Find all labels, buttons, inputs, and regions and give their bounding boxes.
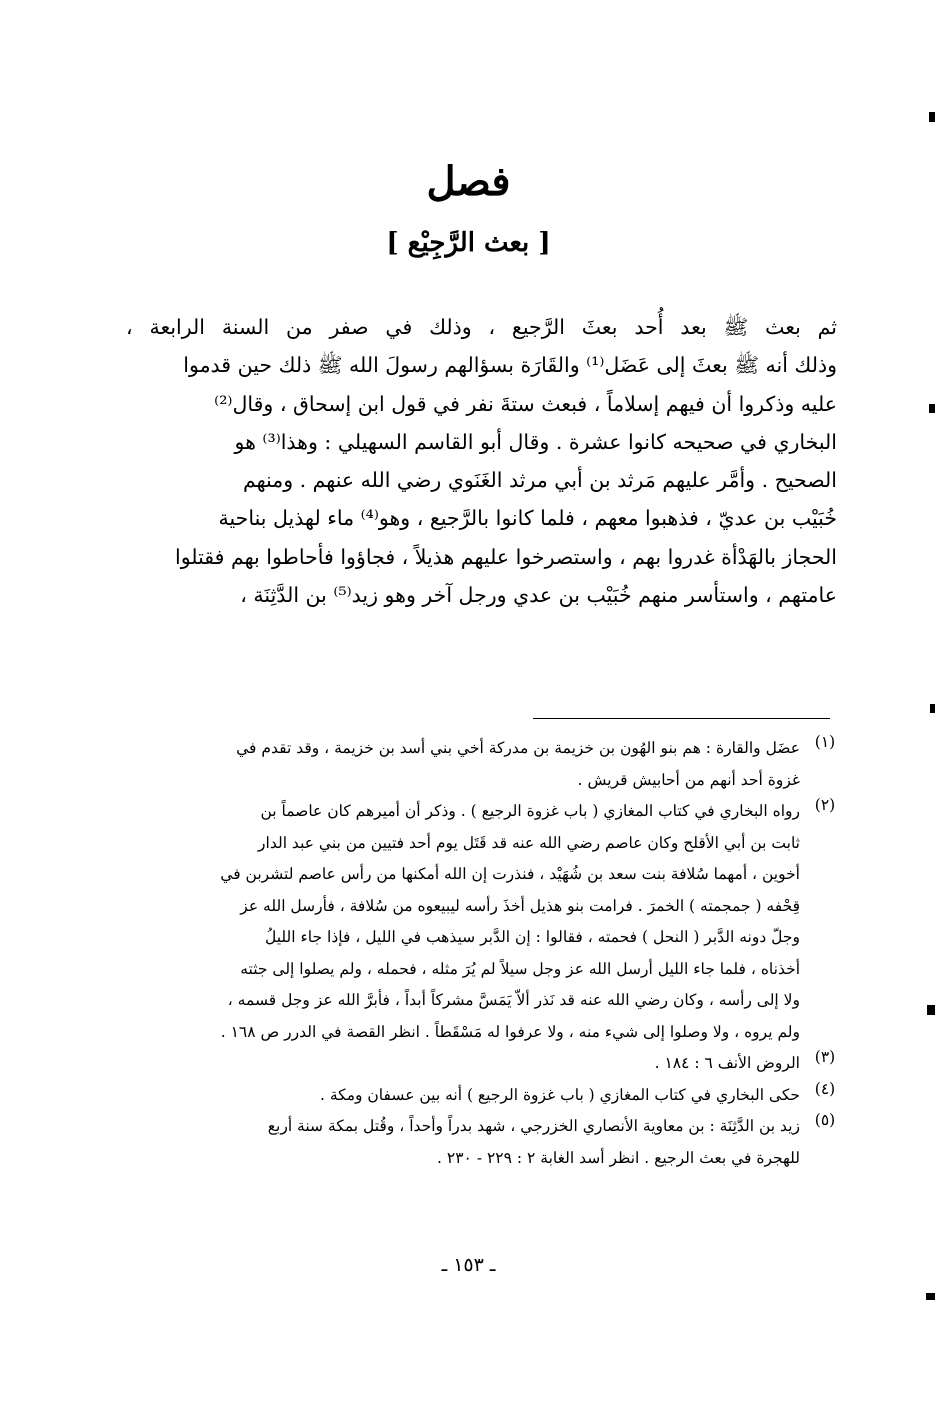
- footnote-line: زيد بن الدَّثِنَة : بن معاوية الأنصاري الخزرجي ، شهد بدراً وأحداً ، وقُتل بمكة سنة أربع: [267, 1117, 800, 1135]
- text-line: ثم بعث ﷺ بعد أُحد بعثَ الرَّجيع ، وذلك في صفر من السنة الرابعة ،: [126, 315, 837, 339]
- footnote-number: (٢): [814, 796, 836, 814]
- footnote-number: (٤): [814, 1079, 836, 1098]
- footnote-line: أخذناه ، فلما جاء الليل أرسل الله عز وجل سيلاً لم يُرَ مثله ، فحمله ، ولم يصلوا إلى جثته: [240, 959, 800, 978]
- footnote-line: عضَل والقارة : هم بنو الهُون بن خزيمة بن مدركة أخي بني أسد بن خزيمة ، وقد تقدم في: [236, 739, 800, 757]
- footnote-line: غزوة أحد أنهم من أحابيش قريش .: [577, 770, 800, 789]
- footnote-number: (٥): [814, 1111, 836, 1129]
- footnote: [120, 1080, 844, 1112]
- footnote: [120, 796, 844, 1048]
- footnote-divider: [533, 718, 830, 719]
- footnote: [120, 733, 844, 796]
- footnote-line: ولا إلى رأسه ، وكان رضي الله عنه قد نَذر ألاّ يَمَسَّ مشركاً أبداً ، فأبرَّ الله عز وجل قسمه ،: [227, 991, 800, 1009]
- footnote-number: (٣): [814, 1048, 836, 1066]
- footnote-line: قِحْفه ( جمجمته ) الخمرَ . فرامت بنو هذيل أخذَ رأسه ليبيعوه من سُلافة ، فأرسل الله عز: [240, 896, 800, 915]
- scan-edge-mark: [929, 112, 935, 122]
- footnote-line: الروض الأنف ٦ : ١٨٤ .: [654, 1054, 800, 1072]
- text-line: وذلك أنه ﷺ بعثَ إلى عَضَل⁽¹⁾ والقَارَة بسؤالهم رسولَ الله ﷺ ذلك حين قدموا: [183, 353, 837, 378]
- footnote-line: للهجرة في بعث الرجيع . انظر أسد الغابة ٢ : ٢٢٩ - ٢٣٠ .: [437, 1148, 800, 1167]
- footnote: [120, 1048, 844, 1080]
- footnote-line: حكى البخاري في كتاب المغازي ( باب غزوة الرجيع ) أنه بين عسفان ومكة .: [319, 1085, 800, 1104]
- page-number: ـ ١٥٣ ـ: [441, 1254, 496, 1276]
- footnote-line: ولم يروه ، ولا وصلوا إلى شيء منه ، ولا عرفوا له مَسْقَطاً . انظر القصة في الدرر ص ١٦٨ .: [220, 1022, 800, 1041]
- chapter-title: فصل: [426, 158, 511, 205]
- footnotes: [120, 733, 844, 1174]
- scan-edge-mark: [930, 704, 935, 713]
- footnote-line: ثابت بن أبي الأقلح وكان عاصم رضي الله عنه قد قَتَل يوم أحد فتيين من بني عبد الدار: [258, 833, 800, 852]
- scan-edge-mark: [929, 404, 935, 413]
- footnote-line: أخوين ، أمهما سُلافة بنت سعد بن شُهَيْد ، فنذرت إن الله أمكنها من رأس عاصم لتشربن في: [220, 865, 800, 883]
- footnote-line: رواه البخاري في كتاب المغازي ( باب غزوة الرجيع ) . وذكر أن أميرهم كان عاصماً بن: [260, 802, 800, 820]
- main-text: [126, 308, 837, 614]
- footnote-number: (١): [814, 733, 836, 751]
- scan-edge-mark: [927, 1005, 935, 1015]
- text-line: البخاري في صحيحه كانوا عشرة . وقال أبو القاسم السهيلي : وهذا⁽³⁾ هو: [234, 429, 837, 454]
- section-subtitle: [ بعث الرَّجِيْع ]: [386, 228, 551, 258]
- text-line: الصحيح . وأمَّر عليهم مَرثد بن أبي مرثد الغَنَوي رضي الله عنهم . ومنهم: [242, 468, 837, 493]
- footnote: [120, 1111, 844, 1174]
- text-line: الحجاز بالهَدْأة غدروا بهم ، واستصرخوا عليهم هذيلاً ، فجاؤوا فأحاطوا بهم فقتلوا: [175, 544, 837, 569]
- text-line: عامتهم ، واستأسر منهم خُبَيْب بن عدي ورجل آخر وهو زيد⁽⁵⁾ بن الدَّثِنَة ،: [240, 583, 837, 608]
- text-line: خُبَيْب بن عديّ ، فذهبوا معهم ، فلما كانوا بالرَّجيع ، وهو⁽⁴⁾ ماء لهذيل بناحية: [218, 506, 837, 531]
- text-line: عليه وذكروا أن فيهم إسلاماً ، فبعث ستةَ نفر في قول ابن إسحاق ، وقال⁽²⁾: [214, 391, 837, 416]
- footnote-line: وجلّ دونه الدَّبر ( النحل ) فحمته ، فقالوا : إن الدَّبر سيذهب في الليل ، فإذا جاء الليلُ: [264, 928, 800, 946]
- scan-edge-mark: [926, 1293, 935, 1300]
